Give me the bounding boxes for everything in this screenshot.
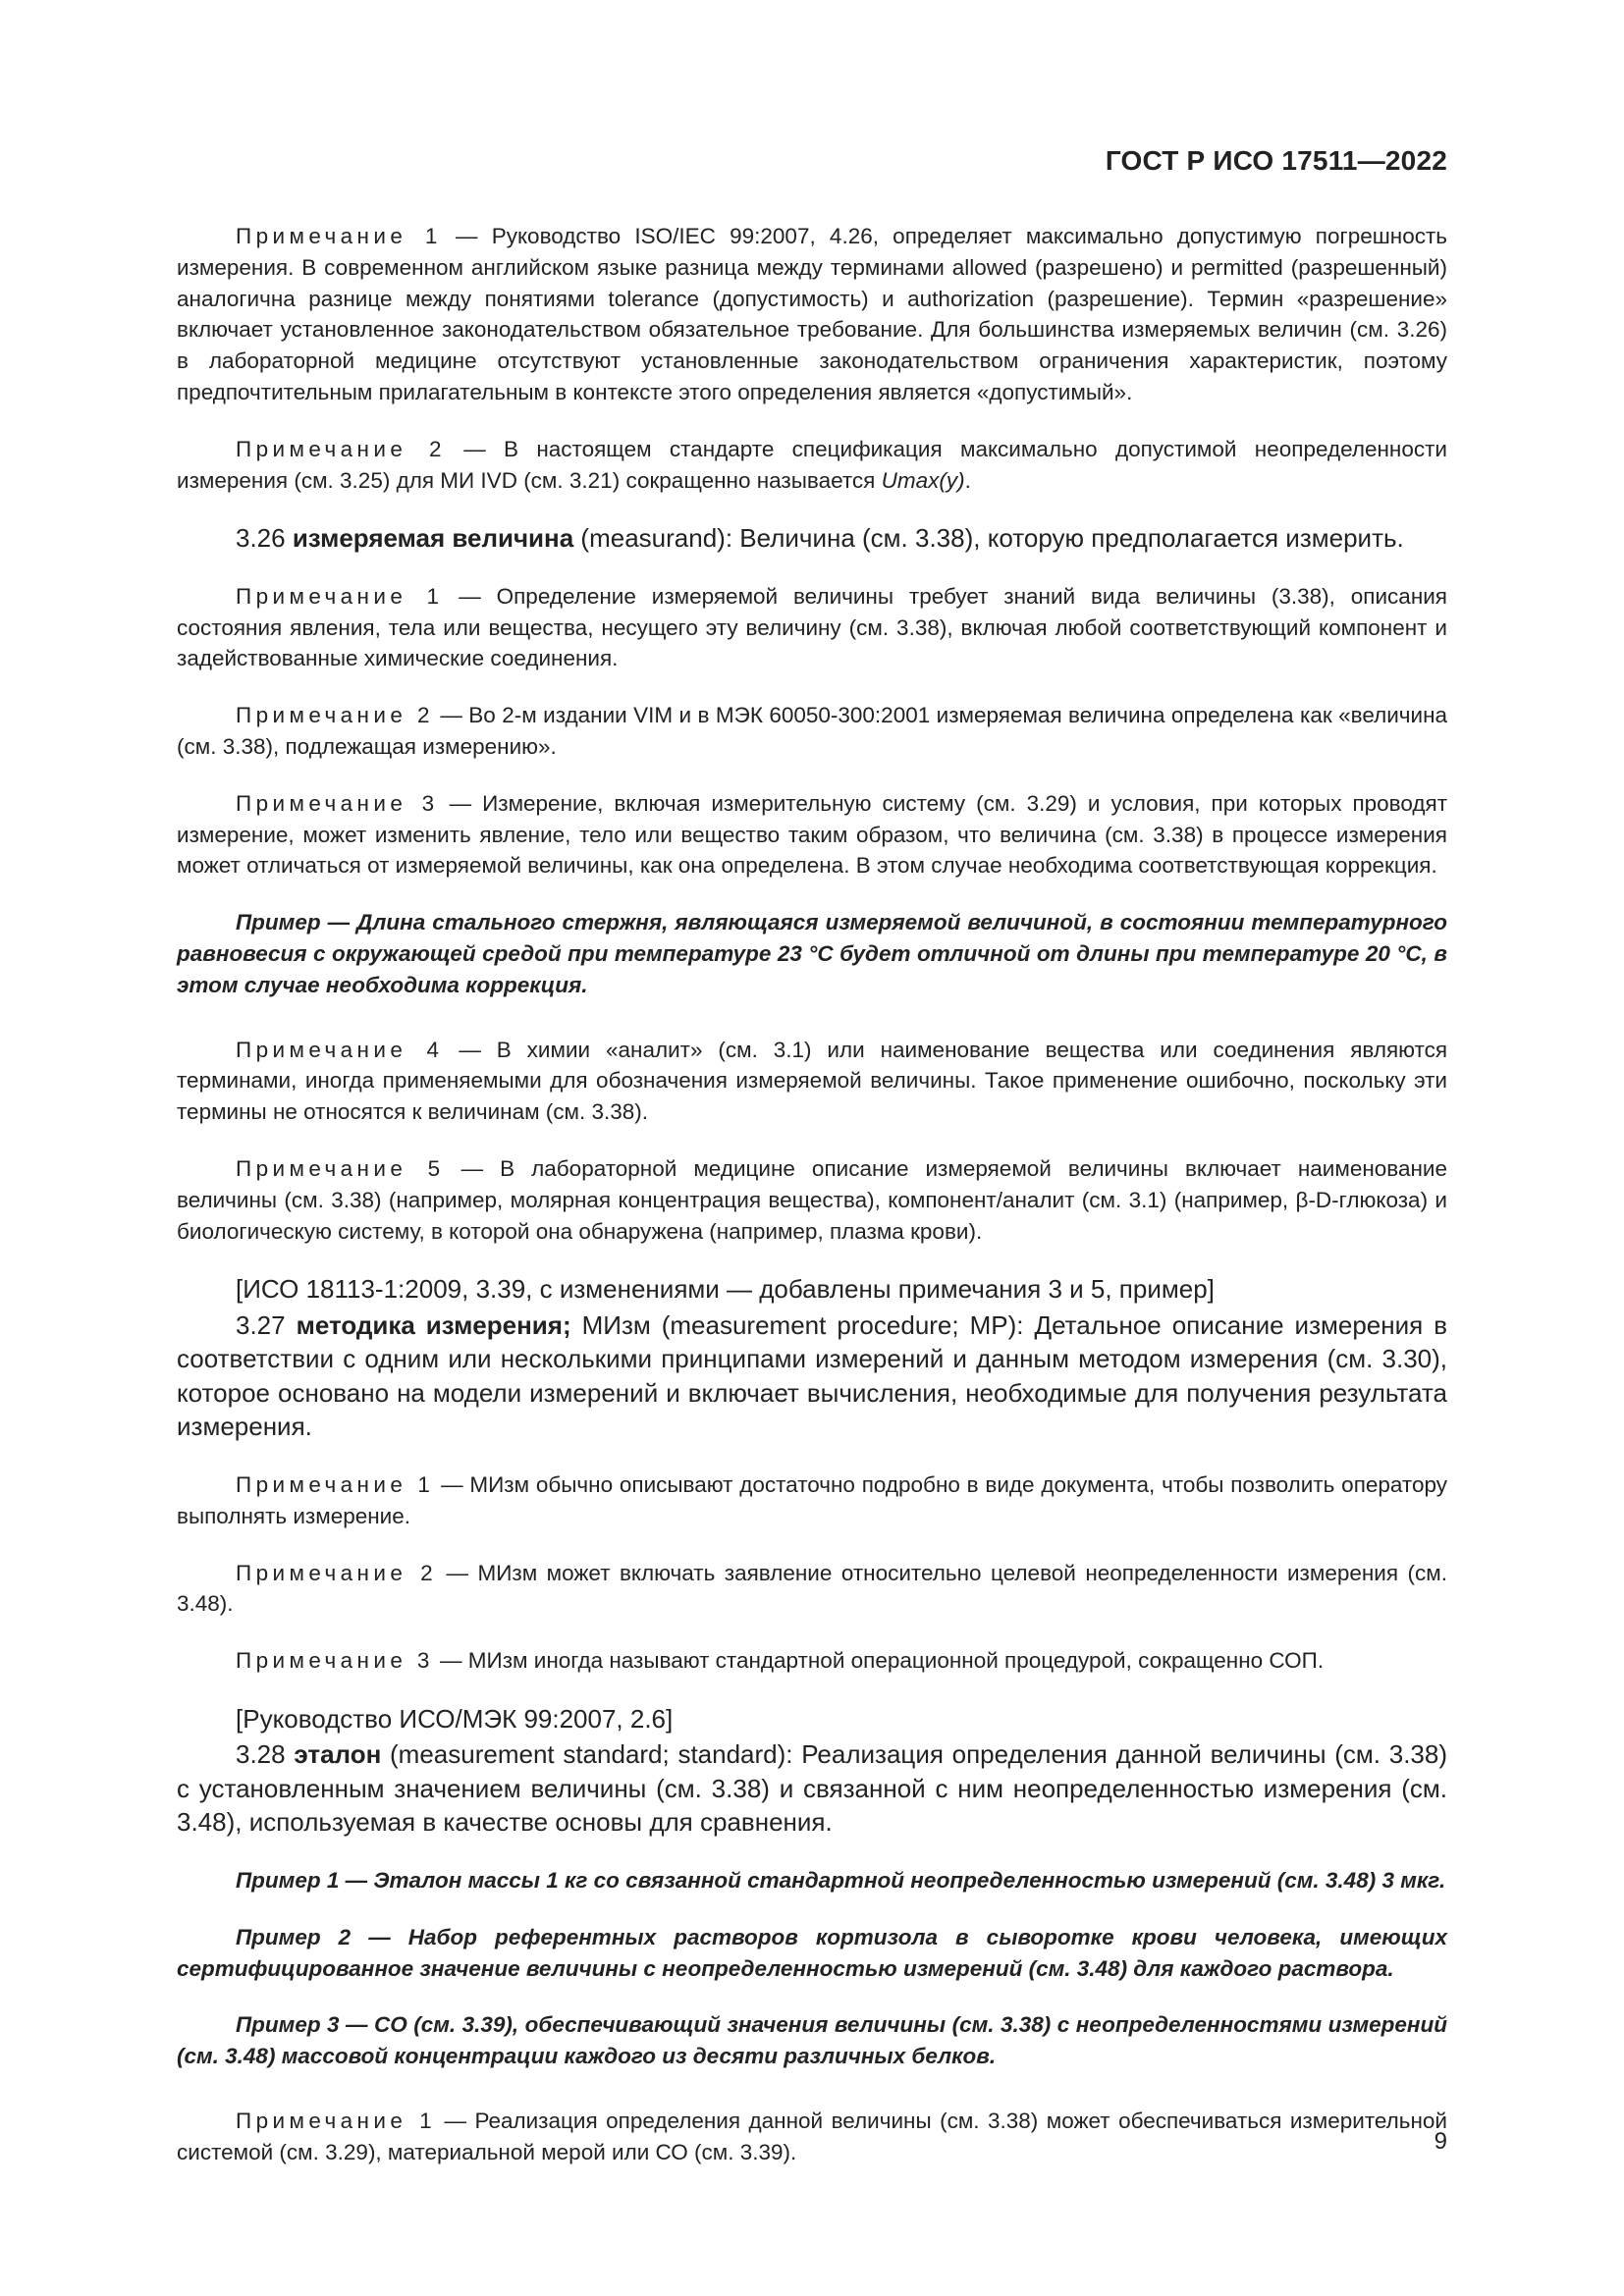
- example-3-28-3: Пример 3 — СО (см. 3.39), обеспечивающий значения величины (см. 3.38) с неопределенностями измерений (см. 3.48) массовой концентрации каждого из десяти различных белков.: [177, 2012, 1447, 2069]
- term-number: 3.28: [236, 1739, 295, 1770]
- note-3-27-3: [177, 1645, 1447, 1677]
- note-3-27-2: [177, 1558, 1447, 1621]
- note-label: Примечание 4: [236, 1037, 444, 1062]
- note-label: Примечание 2: [236, 703, 434, 728]
- note-text: — Определение измеряемой величины требует знаний вида величины (3.38), описания состояния явления, тела или вещества, несущего эту величину (см. 3.38), включая любой соответствующий компонент и задействованные химические соединения.: [177, 583, 1447, 671]
- note-3-28-1: [177, 2106, 1447, 2168]
- note-3-26-2: [177, 700, 1447, 763]
- term-definition: (measurement standard; standard): Реализация определения данной величины (см. 3.38) с установленным значением величины (см. 3.38) и связанной с ним неопределенностью измерения (см. 3.48), используемая в качестве основы для сравнения.: [177, 1739, 1448, 1838]
- note-allowed-error-2: Примечание 2 — В настоящем стандарте спецификация максимально допустимой неопределенности измерения (см. 3.25) для МИ IVD (см. 3.21) сокращенно называется Umax(y).: [177, 436, 1447, 493]
- note-label: Примечание 1: [236, 583, 444, 609]
- note-3-26-4: [177, 1035, 1447, 1128]
- note-label: Примечание 3: [236, 790, 439, 816]
- note-text: — Измерение, включая измерительную систему (см. 3.29) и условия, при которых проводят измерение, может изменить явление, тело или вещество таким образом, что величина (см. 3.38) в процессе измерения может отличаться от измеряемой величины, как она определена. В этом случае необходима соответствующая коррекция.: [177, 790, 1448, 879]
- source-reference-3-27: [Руководство ИСО/МЭК 99:2007, 2.6]: [236, 1703, 674, 1734]
- term-number: 3.26: [236, 523, 293, 554]
- note-label: Примечание 1: [236, 1471, 435, 1497]
- term-definition: МИзм (measurement procedure; MP): Детальное описание измерения в соответствии с одним или несколькими принципами измерений и данным методом измерения (см. 3.30), которое основано на модели измерений и включает вычисления, необходимые для получения результата измерения.: [177, 1309, 1448, 1442]
- note-3-27-1: [177, 1469, 1447, 1532]
- note-label: Примечание 1: [236, 224, 442, 248]
- example-3-28-1: Пример 1 — Эталон массы 1 кг со связанной стандартной неопределенностью измерений (см. 3.48) 3 мкг.: [236, 1867, 1446, 1893]
- document-header: ГОСТ Р ИСО 17511—2022: [1105, 145, 1447, 176]
- note-text: — В лабораторной медицине описание измеряемой величины включает наименование величины (см. 3.38) (например, молярная концентрация вещества), компонент/аналит (см. 3.1) (например, β-D-глюкоза) и биологическую систему, в которой она обнаружена (например, плазма крови).: [177, 1156, 1447, 1244]
- term-name: методика измерения;: [296, 1309, 571, 1340]
- note-text: — В химии «аналит» (см. 3.1) или наименование вещества или соединения являются терминами, иногда применяемыми для обозначения измеряемой величины. Такое применение ошибочно, поскольку эти термины не относятся к величинам (см. 3.38).: [177, 1037, 1448, 1125]
- note-label: Примечание 2: [236, 436, 446, 461]
- term-name: эталон: [294, 1739, 382, 1770]
- note-3-26-5: [177, 1153, 1447, 1247]
- source-reference-3-26: [ИСО 18113-1:2009, 3.39, с изменениями — добавлены примечания 3 и 5, пример]: [236, 1274, 1215, 1305]
- example-3-26: Пример — Длина стального стержня, являющаяся измеряемой величиной, в состоянии температурного равновесия с окружающей средой при температуре 23 °С будет отличной от длины при температуре 20 °С, в этом случае необходима коррекция.: [177, 910, 1447, 997]
- note-allowed-error-1: [177, 221, 1447, 408]
- note-text: — МИзм иногда называют стандартной операционной процедурой, сокращенно СОП.: [433, 1648, 1325, 1674]
- term-3-27: [177, 1308, 1447, 1444]
- note-label: Примечание 5: [236, 1156, 445, 1182]
- note-text: — МИзм может включать заявление относительно целевой неопределенности измерения (см. 3.48).: [177, 1560, 1447, 1617]
- example-3-28-2: Пример 2 — Набор референтных растворов кортизола в сыворотке крови человека, имеющих сертифицированное значение величины с неопределенностью измерений (см. 3.48) для каждого раствора.: [177, 1924, 1447, 1981]
- note-label: Примечание 1: [236, 2108, 437, 2133]
- term-3-26: [177, 521, 1447, 556]
- term-3-28: [177, 1737, 1447, 1840]
- page-number: 9: [1434, 2128, 1447, 2155]
- note-text: — Реализация определения данной величины (см. 3.38) может обеспечиваться измерительной системой (см. 3.29), материальной мерой или СО (см. 3.39).: [177, 2108, 1447, 2164]
- note-text: — Руководство ISO/IEC 99:2007, 4.26, определяет максимально допустимую погрешность измерения. В современном английском языке разница между терминами allowed (разрешено) и permitted (разрешенный) аналогична разнице между понятиями tolerance (допустимость) и authorization (разрешение). Термин «разрешение» включает установленное законодательством обязательное требование. Для большинства измеряемых величин (см. 3.26) в лабораторной медицине отсутствуют установленные законодательством ограничения характеристик, поэтому предпочтительным прилагательным в контексте этого определения является «допустимый».: [177, 224, 1448, 404]
- note-label: Примечание 3: [236, 1648, 434, 1674]
- term-number: 3.27: [236, 1309, 297, 1340]
- note-text: — Во 2-м издании VIM и в МЭК 60050-300:2001 измеряемая величина определена как «величина (см. 3.38), подлежащая измерению».: [177, 703, 1448, 760]
- term-name: измеряемая величина: [292, 523, 574, 554]
- umax-symbol: Umax(y): [881, 467, 965, 493]
- note-text: — В настоящем стандарте спецификация максимально допустимой неопределенности измерения (см. 3.25) для МИ IVD (см. 3.21) сокращенно называется: [177, 436, 1447, 493]
- note-3-26-1: [177, 581, 1447, 674]
- term-definition: (measurand): Величина (см. 3.38), которую предполагается измерить.: [573, 523, 1404, 554]
- note-label: Примечание 2: [236, 1560, 438, 1585]
- document-body: [177, 221, 1447, 2193]
- note-3-26-3: [177, 788, 1447, 881]
- note-text: — МИзм обычно описывают достаточно подробно в виде документа, чтобы позволить оператору выполнять измерение.: [177, 1471, 1447, 1528]
